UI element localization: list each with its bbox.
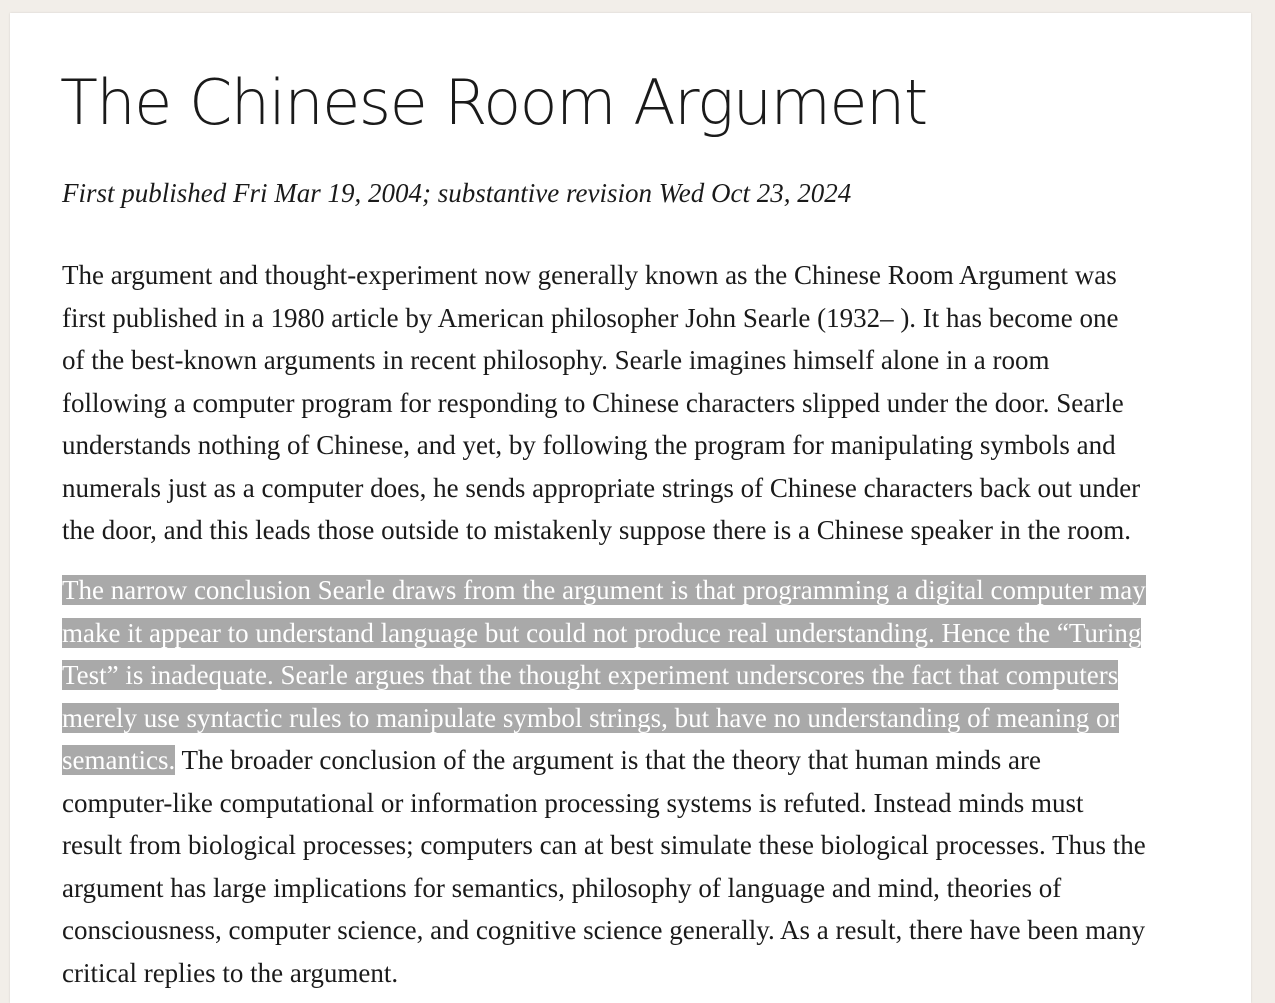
paragraph-line[interactable]: of the best-known arguments in recent philosophy. Searle imagines himself alone in a room (62, 345, 1050, 375)
paragraph-conclusion[interactable] (62, 569, 1212, 994)
paragraph-line-selected[interactable] (62, 612, 1212, 655)
paragraph-line[interactable]: consciousness, computer science, and cognitive science generally. As a result, there have been many (62, 915, 1146, 945)
publication-info: First published Fri Mar 19, 2004; substantive revision Wed Oct 23, 2024 (62, 178, 852, 208)
text-selection[interactable]: The narrow conclusion Searle draws from the argument is that programming a digital computer may (62, 575, 1146, 605)
paragraph-line[interactable]: result from biological processes; computers can at best simulate these biological processes. Thus the (62, 830, 1146, 860)
text-selection[interactable]: Test” is inadequate. Searle argues that the thought experiment underscores the fact that computers (62, 660, 1119, 690)
paragraph-line[interactable]: critical replies to the argument. (62, 957, 399, 988)
paragraph-line[interactable]: following a computer program for responding to Chinese characters slipped under the door. Searle (62, 387, 1124, 418)
paragraph-line-selected[interactable] (62, 654, 1212, 697)
paragraph-line[interactable]: the door, and this leads those outside to mistakenly suppose there is a Chinese speaker in the room. (62, 515, 1131, 545)
paragraph-line[interactable]: understands nothing of Chinese, and yet, by following the program for manipulating symbols and (62, 430, 1116, 460)
paragraph-line[interactable]: The argument and thought-experiment now generally known as the Chinese Room Argument was (62, 260, 1117, 290)
article-page (10, 13, 1251, 1003)
article-title: The Chinese Room Argument (60, 66, 927, 139)
paragraph-line[interactable]: argument has large implications for semantics, philosophy of language and mind, theories of (62, 872, 1062, 903)
paragraph-line[interactable]: numerals just as a computer does, he sends appropriate strings of Chinese characters back out under (62, 472, 1141, 503)
paragraph-intro[interactable] (62, 254, 1212, 552)
paragraph-line[interactable]: first published in a 1980 article by American philosopher John Searle (1932– ). It has become one (62, 302, 1119, 333)
paragraph-line[interactable]: computer-like computational or information processing systems is refuted. Instead minds must (62, 787, 1084, 818)
text-selection[interactable]: semantics. (62, 745, 176, 775)
text-selection[interactable]: make it appear to understand language but could not produce real understanding. Hence the “Turing (62, 617, 1142, 648)
paragraph-line-mixed[interactable] (62, 739, 1212, 782)
unselected-text[interactable]: The broader conclusion of the argument is that the theory that human minds are (175, 745, 1042, 775)
paragraph-line-selected[interactable] (62, 569, 1212, 612)
text-selection[interactable]: merely use syntactic rules to manipulate symbol strings, but have no understanding of meaning or (62, 702, 1119, 733)
paragraph-line-selected[interactable] (62, 697, 1212, 740)
